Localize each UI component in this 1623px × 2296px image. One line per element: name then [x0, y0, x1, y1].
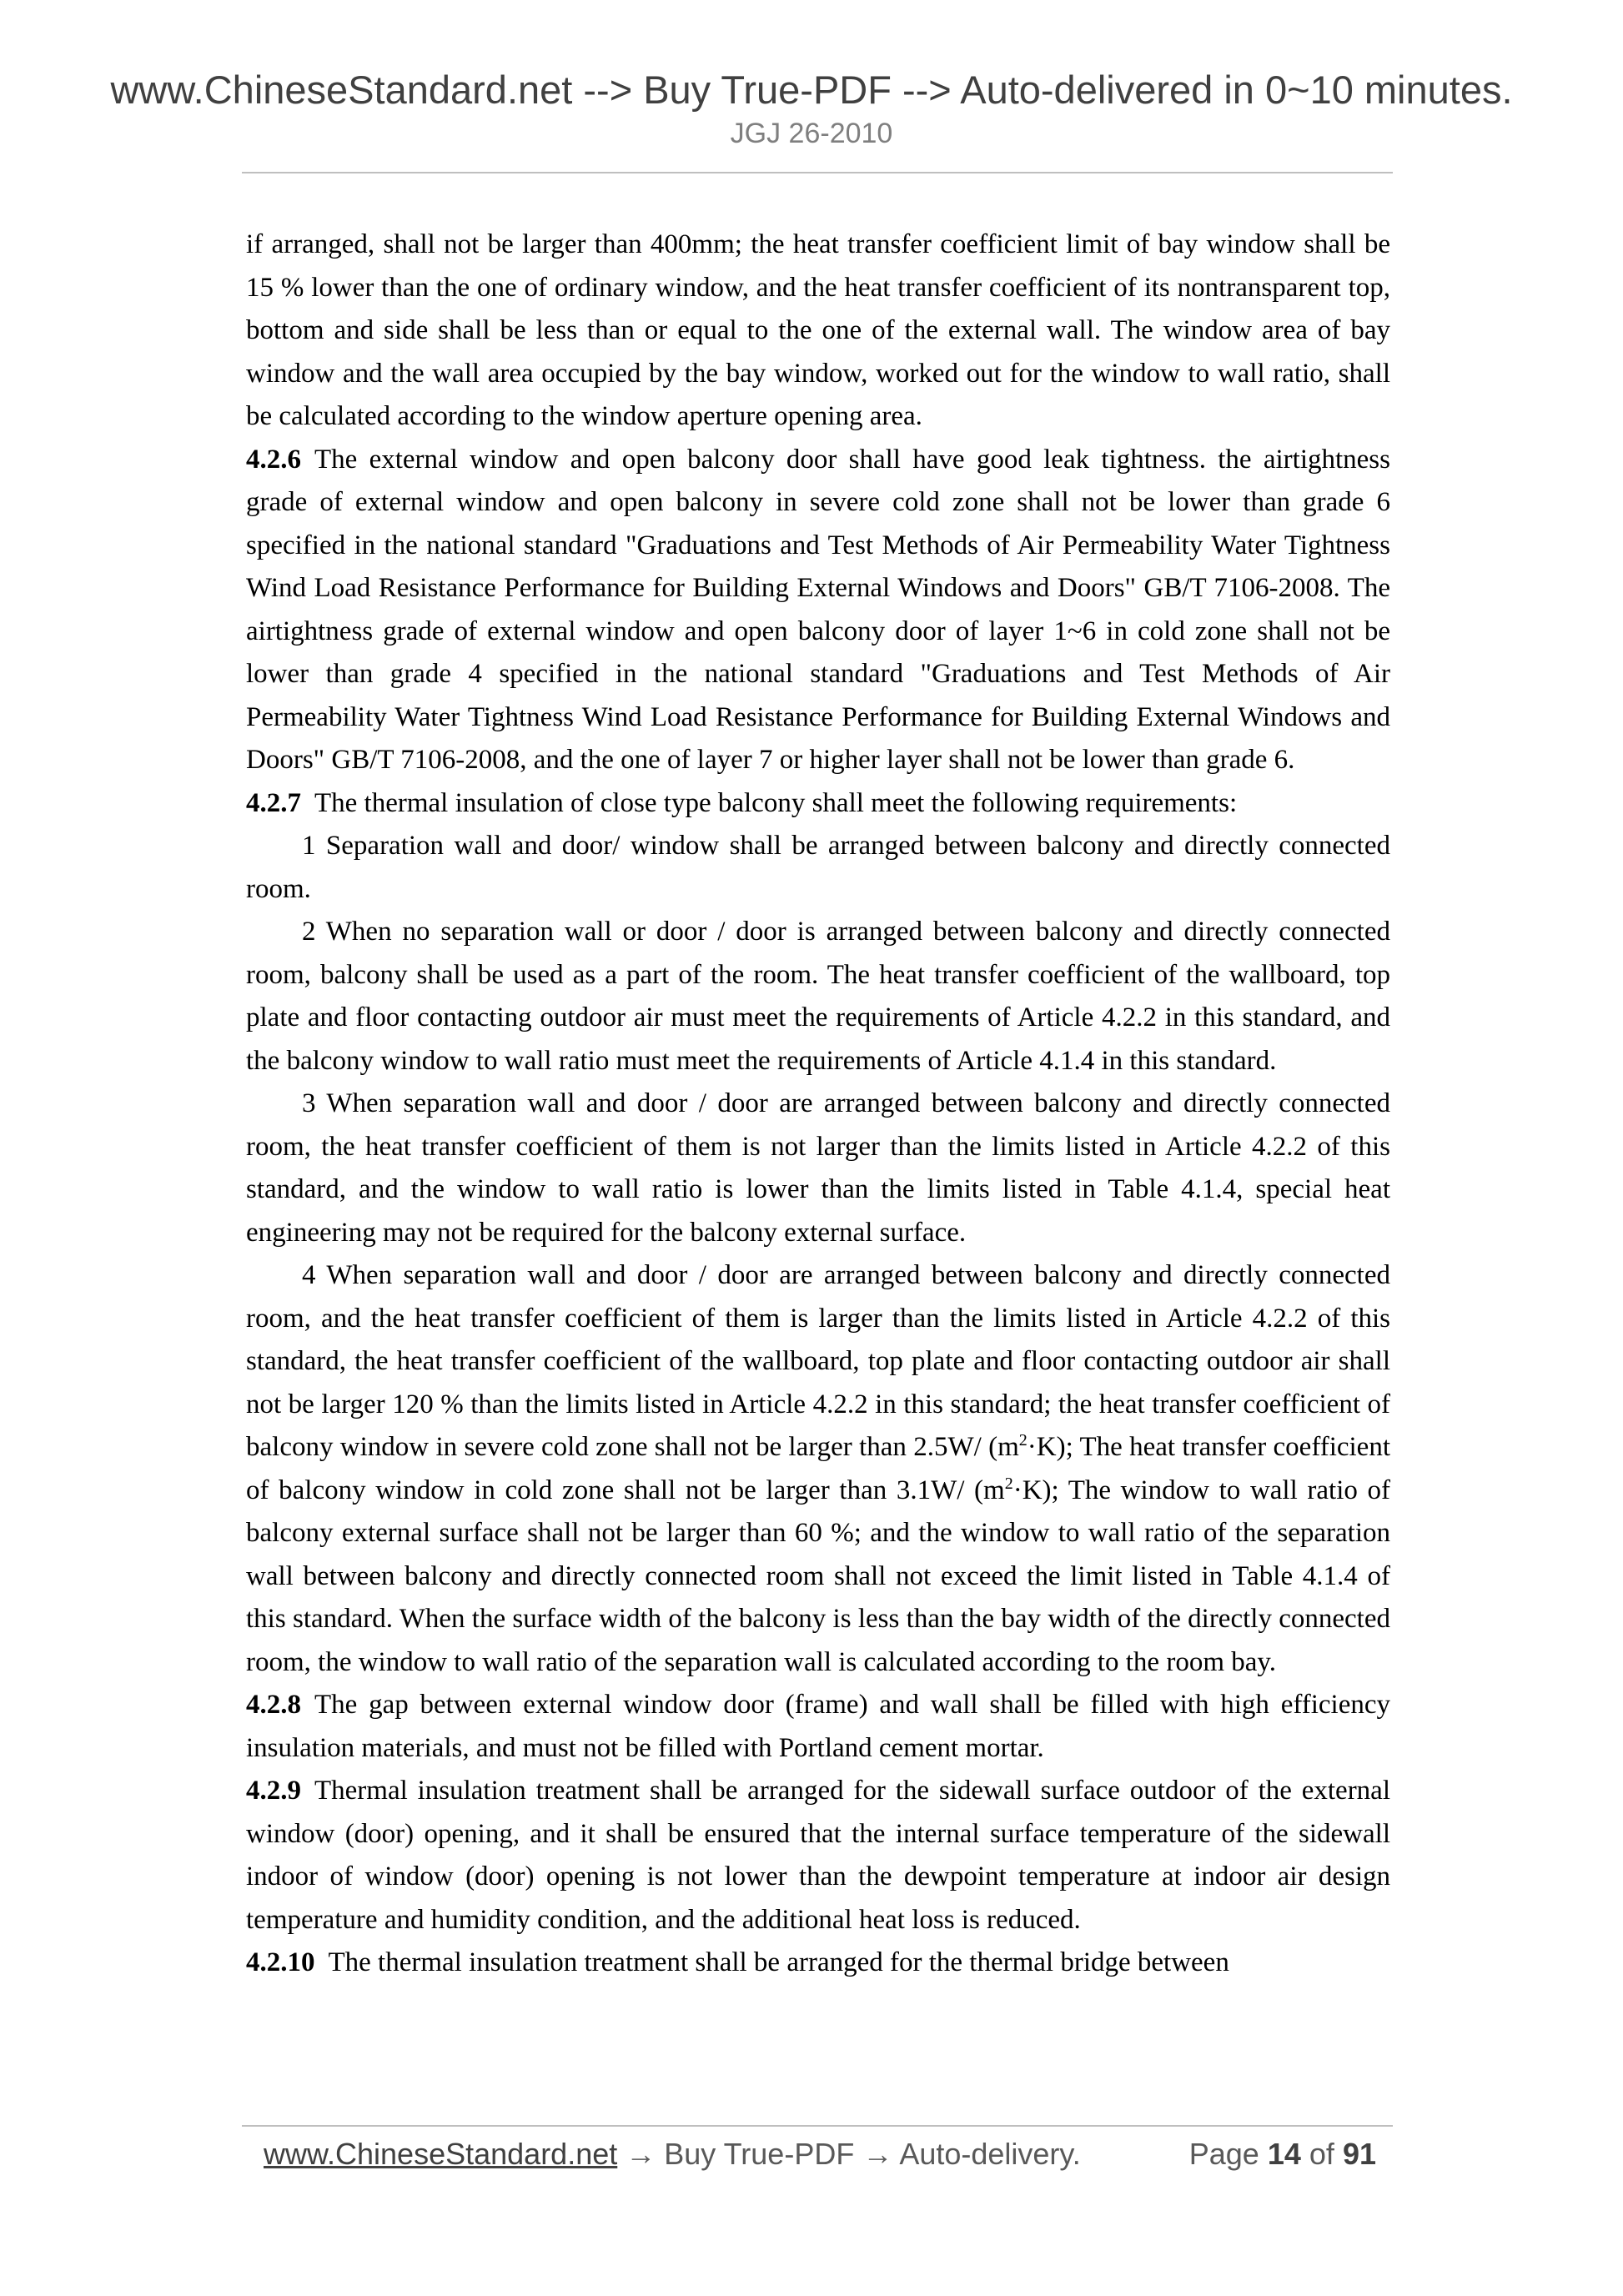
footer-promo [264, 2137, 1081, 2172]
of-label: of [1309, 2137, 1334, 2171]
page-label: Page [1188, 2137, 1259, 2171]
footer-site-link[interactable]: www.ChineseStandard.net [264, 2137, 618, 2171]
paragraph-continuation: if arranged, shall not be larger than 400mm; the heat transfer coefficient limit of bay window shall be 15 % lower than the one of ordinary window, and the heat transfer coefficient of its nontransparent top, bottom and side shall be less than or equal to the one of the external wall. The window area of bay window and the wall area occupied by the bay window, worked out for the window to wall ratio, shall be calculated according to the window aperture opening area. [246, 229, 1390, 431]
page-body [246, 224, 1390, 1985]
clause-text: Thermal insulation treatment shall be arranged for the sidewall surface outdoor of the external window (door) opening, and it shall be ensured that the internal surface temperature of the sidewall indoor of window (door) opening is not lower than the dewpoint temperature at indoor air design temperature and humidity condition, and the additional heat loss is reduced. [246, 1776, 1390, 1935]
clause-text: The thermal insulation of close type balcony shall meet the following requirements: [314, 787, 1238, 818]
clause-number: 4.2.8 [246, 1690, 301, 1720]
superscript: 2 [1018, 1431, 1028, 1449]
footer-promo-text: → Buy True-PDF → Auto-delivery. [617, 2137, 1081, 2171]
list-item-4-text-b: ·K); The heat transfer coefficient of balcony window in cold zone shall not be larger than 3.1W/ (m [246, 1432, 1390, 1505]
clause-text: The gap between external window door (frame) and wall shall be filled with high efficiency insulation materials, and must not be filled with Portland cement mortar. [246, 1690, 1390, 1763]
list-item-3: 3 When separation wall and door / door are arranged between balcony and directly connected room, the heat transfer coefficient of them is not larger than the limits listed in Article 4.2.2 of this standard, and the window to wall ratio is lower than the limits listed in Table 4.1.4, special heat engineering may not be required for the balcony external surface. [246, 1088, 1390, 1248]
top-banner[interactable]: www.ChineseStandard.net --> Buy True-PDF --> Auto-delivered in 0~10 minutes. [110, 68, 1513, 112]
clause-number: 4.2.10 [246, 1947, 315, 1977]
clause-4-2-6 [246, 439, 1390, 782]
page-total: 91 [1342, 2137, 1376, 2171]
clause-4-2-10 [246, 1942, 1390, 1985]
clause-4-2-8 [246, 1684, 1390, 1770]
footer-divider [242, 2125, 1393, 2127]
list-item-4-text-c: ·K); The window to wall ratio of balcony external surface shall not be larger than 60 %; and the window to wall ratio of the separation wall between balcony and directly connected room shall not exceed the limit listed in Table 4.1.4 of this standard. When the surface width of the balcony is less than the bay width of the directly connected room, the window to wall ratio of the separation wall is calculated according to the room bay. [246, 1475, 1390, 1677]
superscript: 2 [1004, 1474, 1013, 1493]
clause-number: 4.2.6 [246, 444, 301, 475]
clause-text: The external window and open balcony door shall have good leak tightness. the airtightness grade of external window and open balcony in severe cold zone shall not be lower than grade 6 specified in the national standard "Graduations and Test Methods of Air Permeability Water Tightness Wind Load Resistance Performance for Building External Windows and Doors" GB/T 7106-2008. The airtightness grade of external window and open balcony door of layer 1~6 in cold zone shall not be lower than grade 4 specified in the national standard "Graduations and Test Methods of Air Permeability Water Tightness Wind Load Resistance Performance for Building External Windows and Doors" GB/T 7106-2008, and the one of layer 7 or higher layer shall not be lower than grade 6. [246, 444, 1390, 775]
clause-4-2-7 [246, 782, 1390, 826]
list-item-1: 1 Separation wall and door/ window shall be arranged between balcony and directly connected room. [246, 831, 1390, 904]
header-divider [242, 172, 1393, 173]
page-indicator [1189, 2137, 1376, 2172]
clause-number: 4.2.7 [246, 787, 301, 818]
clause-number: 4.2.9 [246, 1776, 301, 1806]
list-item-4-text-a: 4 When separation wall and door / door are arranged between balcony and directly connected room, and the heat transfer coefficient of them is larger than the limits listed in Article 4.2.2 of this standard, the heat transfer coefficient of the wallboard, top plate and floor contacting outdoor air shall not be larger 120 % than the limits listed in Article 4.2.2 in this standard; the heat transfer coefficient of balcony window in severe cold zone shall not be larger than 2.5W/ (m [246, 1260, 1390, 1462]
clause-text: The thermal insulation treatment shall be arranged for the thermal bridge between [328, 1947, 1229, 1977]
list-item-2: 2 When no separation wall or door / door is arranged between balcony and directly connected room, balcony shall be used as a part of the room. The heat transfer coefficient of the wallboard, top plate and floor contacting outdoor air must meet the requirements of Article 4.2.2 in this standard, and the balcony window to wall ratio must meet the requirements of Article 4.1.4 in this standard. [246, 917, 1390, 1076]
standard-code: JGJ 26-2010 [730, 118, 893, 149]
list-item-4 [246, 1254, 1390, 1684]
clause-4-2-9 [246, 1770, 1390, 1942]
page-number: 14 [1267, 2137, 1301, 2171]
